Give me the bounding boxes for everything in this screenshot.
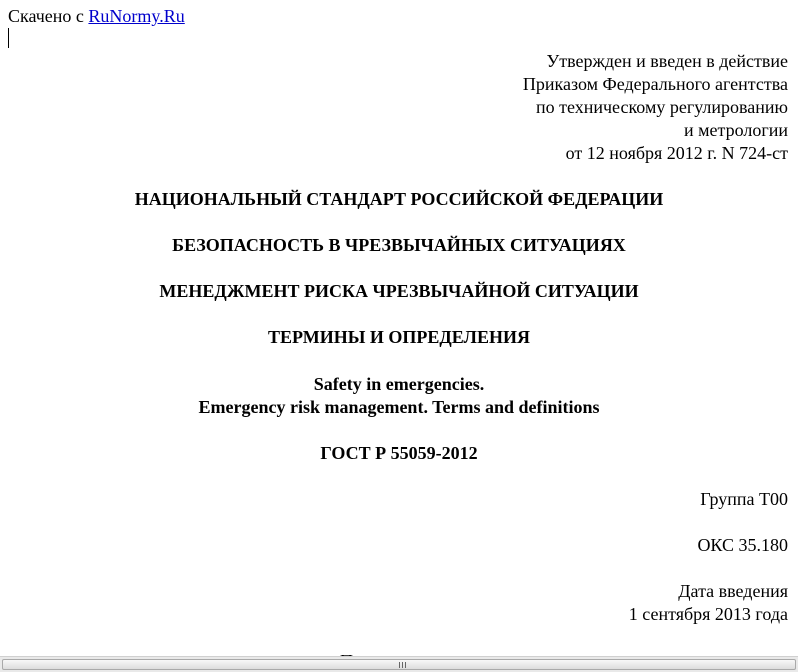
- horizontal-scrollbar[interactable]: [0, 656, 798, 672]
- title-risk-management: МЕНЕДЖМЕНТ РИСКА ЧРЕЗВЫЧАЙНОЙ СИТУАЦИИ: [159, 281, 639, 301]
- gost-number: ГОСТ Р 55059-2012: [320, 443, 478, 463]
- effective-date-label: Дата введения: [678, 581, 788, 601]
- source-line: [8, 5, 185, 27]
- scrollbar-thumb[interactable]: [2, 659, 796, 670]
- source-link[interactable]: RuNormy.Ru: [88, 6, 185, 26]
- approval-line: от 12 ноября 2012 г. N 724-ст: [565, 143, 788, 163]
- group-code: Группа Т00: [700, 489, 788, 509]
- title-safety: БЕЗОПАСНОСТЬ В ЧРЕЗВЫЧАЙНЫХ СИТУАЦИЯХ: [172, 235, 626, 255]
- title-national-standard: НАЦИОНАЛЬНЫЙ СТАНДАРТ РОССИЙСКОЙ ФЕДЕРАЦИИ: [134, 189, 664, 209]
- approval-line: Приказом Федерального агентства: [522, 74, 788, 94]
- source-prefix: Скачено с: [8, 6, 89, 26]
- text-cursor: [8, 28, 9, 48]
- effective-date-value: 1 сентября 2013 года: [628, 604, 788, 624]
- approval-line: и метрологии: [684, 120, 788, 140]
- approval-block: [523, 50, 788, 165]
- title-english-line1: Safety in emergencies.: [313, 374, 485, 394]
- approval-line: по техническому регулированию: [535, 97, 788, 117]
- title-terms: ТЕРМИНЫ И ОПРЕДЕЛЕНИЯ: [268, 327, 530, 347]
- oks-code: ОКС 35.180: [697, 535, 788, 555]
- grip-icon: [397, 662, 407, 668]
- approval-line: Утвержден и введен в действие: [546, 51, 788, 71]
- title-english-line2: Emergency risk management. Terms and definitions: [198, 397, 600, 417]
